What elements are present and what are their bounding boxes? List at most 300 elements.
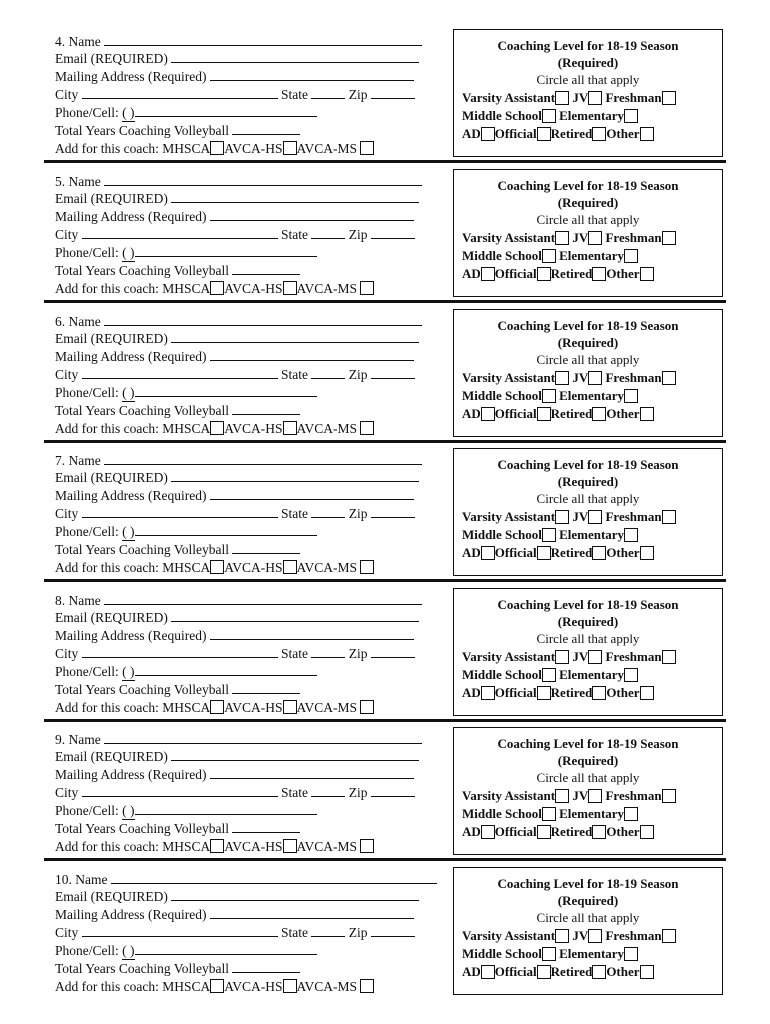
retired-checkbox[interactable] (592, 407, 606, 421)
mailing-address-field[interactable] (210, 208, 414, 221)
ad-checkbox[interactable] (481, 267, 495, 281)
entry-number: 8. (55, 593, 66, 608)
middle-school-label: Middle School (462, 667, 542, 683)
jv-checkbox[interactable] (588, 929, 602, 943)
elementary-label: Elementary (559, 248, 625, 264)
avca-hs-checkbox[interactable] (283, 979, 297, 993)
mhsca-checkbox[interactable] (210, 421, 224, 435)
avca-hs-checkbox[interactable] (283, 700, 297, 714)
state-field[interactable] (311, 366, 345, 379)
other-checkbox[interactable] (640, 127, 654, 141)
city-field[interactable] (82, 505, 278, 518)
phone-label: Phone/Cell: (55, 245, 119, 260)
jv-label: JV (572, 649, 589, 665)
zip-field[interactable] (371, 366, 415, 379)
years-field[interactable] (232, 122, 300, 135)
elementary-checkbox[interactable] (624, 528, 638, 542)
other-label: Other (606, 406, 640, 422)
official-label: Official (494, 545, 537, 561)
email-field[interactable] (171, 50, 419, 63)
state-field[interactable] (311, 226, 345, 239)
city-line (55, 924, 415, 941)
retired-label: Retired (550, 126, 593, 142)
level-row-2 (462, 247, 638, 264)
level-row-1 (462, 648, 676, 665)
elementary-checkbox[interactable] (624, 807, 638, 821)
middle-school-checkbox[interactable] (542, 109, 556, 123)
mailing-line (55, 766, 414, 783)
years-field[interactable] (232, 820, 300, 833)
level-row-1 (462, 508, 676, 525)
jv-label: JV (572, 370, 589, 386)
name-field[interactable] (104, 33, 422, 46)
state-field[interactable] (311, 784, 345, 797)
years-line (55, 541, 300, 558)
state-label: State (281, 646, 309, 661)
city-label: City (55, 87, 79, 102)
middle-school-checkbox[interactable] (542, 528, 556, 542)
avca-ms-checkbox[interactable] (360, 979, 374, 993)
phone-area-code[interactable]: ( ) (122, 245, 135, 260)
coaching-level-title: Coaching Level for 18-19 Season (497, 457, 679, 472)
mailing-label: Mailing Address (Required) (55, 209, 207, 224)
city-line (55, 645, 415, 662)
name-field[interactable] (104, 313, 422, 326)
city-field[interactable] (82, 366, 278, 379)
name-field[interactable] (104, 592, 422, 605)
mailing-address-field[interactable] (210, 348, 414, 361)
city-field[interactable] (82, 226, 278, 239)
mailing-address-field[interactable] (210, 487, 414, 500)
level-row-2 (462, 107, 638, 124)
official-checkbox[interactable] (537, 825, 551, 839)
years-line (55, 681, 300, 698)
level-row-3 (462, 405, 654, 422)
middle-school-label: Middle School (462, 946, 542, 962)
retired-label: Retired (550, 545, 593, 561)
ad-checkbox[interactable] (481, 965, 495, 979)
varsity-assistant-checkbox[interactable] (555, 371, 569, 385)
mailing-line (55, 906, 414, 923)
official-checkbox[interactable] (537, 965, 551, 979)
jv-checkbox[interactable] (588, 231, 602, 245)
phone-field[interactable] (135, 244, 317, 257)
years-field[interactable] (232, 681, 300, 694)
email-field[interactable] (171, 888, 419, 901)
years-field[interactable] (232, 402, 300, 415)
other-checkbox[interactable] (640, 825, 654, 839)
ad-checkbox[interactable] (481, 686, 495, 700)
other-label: Other (606, 545, 640, 561)
freshman-label: Freshman (605, 509, 662, 525)
official-checkbox[interactable] (537, 407, 551, 421)
freshman-checkbox[interactable] (662, 789, 676, 803)
varsity-assistant-label: Varsity Assistant (462, 90, 556, 106)
official-label: Official (494, 406, 537, 422)
jv-checkbox[interactable] (588, 371, 602, 385)
phone-area-code[interactable]: ( ) (122, 385, 135, 400)
elementary-checkbox[interactable] (624, 109, 638, 123)
name-field[interactable] (104, 173, 422, 186)
name-line (55, 452, 422, 469)
avca-hs-label: AVCA-HS (224, 839, 283, 854)
mailing-label: Mailing Address (Required) (55, 488, 207, 503)
city-line (55, 86, 415, 103)
coaching-level-required: (Required) (557, 474, 619, 489)
elementary-checkbox[interactable] (624, 249, 638, 263)
state-label: State (281, 785, 309, 800)
mailing-address-field[interactable] (210, 906, 414, 919)
add-for-label: Add for this coach: (55, 839, 159, 854)
other-label: Other (606, 685, 640, 701)
official-label: Official (494, 964, 537, 980)
coaching-level-box (453, 169, 723, 297)
name-line (55, 731, 422, 748)
state-field[interactable] (311, 86, 345, 99)
jv-checkbox[interactable] (588, 650, 602, 664)
level-row-3 (462, 125, 654, 142)
name-label: Name (75, 872, 108, 887)
years-line (55, 262, 300, 279)
zip-field[interactable] (371, 86, 415, 99)
circle-instruction: Circle all that apply (536, 352, 640, 367)
avca-ms-label: AVCA-MS (296, 281, 358, 296)
state-field[interactable] (311, 645, 345, 658)
avca-hs-label: AVCA-HS (224, 700, 283, 715)
mailing-label: Mailing Address (Required) (55, 349, 207, 364)
phone-area-code[interactable]: ( ) (122, 803, 135, 818)
membership-line (55, 699, 374, 716)
name-line (55, 313, 422, 330)
email-field[interactable] (171, 469, 419, 482)
avca-ms-checkbox[interactable] (360, 839, 374, 853)
avca-ms-label: AVCA-MS (296, 141, 358, 156)
other-checkbox[interactable] (640, 965, 654, 979)
city-field[interactable] (82, 86, 278, 99)
email-field[interactable] (171, 190, 419, 203)
zip-label: Zip (348, 227, 368, 242)
mailing-address-field[interactable] (210, 766, 414, 779)
other-checkbox[interactable] (640, 267, 654, 281)
phone-field[interactable] (135, 523, 317, 536)
varsity-assistant-checkbox[interactable] (555, 91, 569, 105)
level-row-3 (462, 684, 654, 701)
varsity-assistant-checkbox[interactable] (555, 510, 569, 524)
freshman-checkbox[interactable] (662, 929, 676, 943)
phone-field[interactable] (135, 104, 317, 117)
coach-entry (44, 592, 726, 732)
phone-line (55, 523, 317, 540)
avca-hs-checkbox[interactable] (283, 421, 297, 435)
phone-field[interactable] (135, 663, 317, 676)
official-label: Official (494, 824, 537, 840)
freshman-checkbox[interactable] (662, 231, 676, 245)
elementary-checkbox[interactable] (624, 389, 638, 403)
state-label: State (281, 367, 309, 382)
years-label: Total Years Coaching Volleyball (55, 263, 230, 278)
phone-area-code[interactable]: ( ) (122, 105, 135, 120)
jv-checkbox[interactable] (588, 789, 602, 803)
retired-checkbox[interactable] (592, 686, 606, 700)
phone-field[interactable] (135, 384, 317, 397)
varsity-assistant-checkbox[interactable] (555, 929, 569, 943)
jv-label: JV (572, 230, 589, 246)
middle-school-checkbox[interactable] (542, 947, 556, 961)
phone-area-code[interactable]: ( ) (122, 524, 135, 539)
ad-label: AD (462, 824, 481, 840)
level-row-2 (462, 666, 638, 683)
city-label: City (55, 646, 79, 661)
elementary-checkbox[interactable] (624, 668, 638, 682)
varsity-assistant-label: Varsity Assistant (462, 788, 556, 804)
zip-field[interactable] (371, 924, 415, 937)
mailing-line (55, 208, 414, 225)
city-label: City (55, 925, 79, 940)
email-label: Email (REQUIRED) (55, 470, 168, 485)
coaching-level-required: (Required) (557, 195, 619, 210)
city-field[interactable] (82, 645, 278, 658)
official-checkbox[interactable] (537, 686, 551, 700)
freshman-label: Freshman (605, 90, 662, 106)
years-line (55, 960, 300, 977)
mhsca-label: MHSCA (162, 141, 211, 156)
level-row-2 (462, 526, 638, 543)
mhsca-label: MHSCA (162, 560, 211, 575)
mailing-address-field[interactable] (210, 627, 414, 640)
level-row-3 (462, 544, 654, 561)
freshman-label: Freshman (605, 370, 662, 386)
freshman-label: Freshman (605, 649, 662, 665)
phone-field[interactable] (135, 802, 317, 815)
coaching-level-title: Coaching Level for 18-19 Season (497, 597, 679, 612)
phone-area-code[interactable]: ( ) (122, 943, 135, 958)
ad-checkbox[interactable] (481, 407, 495, 421)
circle-instruction: Circle all that apply (536, 910, 640, 925)
official-checkbox[interactable] (537, 267, 551, 281)
membership-line (55, 838, 374, 855)
freshman-checkbox[interactable] (662, 91, 676, 105)
retired-label: Retired (550, 964, 593, 980)
city-label: City (55, 785, 79, 800)
avca-hs-checkbox[interactable] (283, 560, 297, 574)
mhsca-checkbox[interactable] (210, 700, 224, 714)
jv-checkbox[interactable] (588, 510, 602, 524)
mailing-address-field[interactable] (210, 68, 414, 81)
coach-entry (44, 871, 726, 1011)
avca-hs-label: AVCA-HS (224, 979, 283, 994)
jv-label: JV (572, 90, 589, 106)
ad-label: AD (462, 126, 481, 142)
phone-line (55, 384, 317, 401)
mailing-label: Mailing Address (Required) (55, 69, 207, 84)
years-label: Total Years Coaching Volleyball (55, 821, 230, 836)
middle-school-checkbox[interactable] (542, 389, 556, 403)
ad-checkbox[interactable] (481, 546, 495, 560)
name-field[interactable] (104, 731, 422, 744)
phone-label: Phone/Cell: (55, 385, 119, 400)
coach-entry (44, 731, 726, 871)
other-label: Other (606, 266, 640, 282)
zip-field[interactable] (371, 505, 415, 518)
middle-school-label: Middle School (462, 806, 542, 822)
freshman-checkbox[interactable] (662, 371, 676, 385)
name-line (55, 173, 422, 190)
email-label: Email (REQUIRED) (55, 889, 168, 904)
other-label: Other (606, 824, 640, 840)
phone-line (55, 942, 317, 959)
membership-line (55, 559, 374, 576)
level-row-2 (462, 387, 638, 404)
freshman-checkbox[interactable] (662, 650, 676, 664)
entry-number: 6. (55, 314, 66, 329)
jv-checkbox[interactable] (588, 91, 602, 105)
years-field[interactable] (232, 960, 300, 973)
varsity-assistant-checkbox[interactable] (555, 231, 569, 245)
middle-school-label: Middle School (462, 388, 542, 404)
zip-label: Zip (348, 925, 368, 940)
mhsca-checkbox[interactable] (210, 560, 224, 574)
other-checkbox[interactable] (640, 546, 654, 560)
name-line (55, 592, 422, 609)
retired-checkbox[interactable] (592, 965, 606, 979)
years-label: Total Years Coaching Volleyball (55, 542, 230, 557)
level-row-3 (462, 963, 654, 980)
avca-ms-label: AVCA-MS (296, 700, 358, 715)
state-field[interactable] (311, 505, 345, 518)
city-label: City (55, 227, 79, 242)
circle-instruction: Circle all that apply (536, 491, 640, 506)
phone-field[interactable] (135, 942, 317, 955)
mailing-label: Mailing Address (Required) (55, 767, 207, 782)
coaching-level-required: (Required) (557, 614, 619, 629)
avca-ms-label: AVCA-MS (296, 839, 358, 854)
level-row-2 (462, 945, 638, 962)
name-field[interactable] (111, 871, 437, 884)
freshman-label: Freshman (605, 230, 662, 246)
years-label: Total Years Coaching Volleyball (55, 403, 230, 418)
add-for-label: Add for this coach: (55, 560, 159, 575)
coaching-level-box (453, 867, 723, 995)
phone-area-code[interactable]: ( ) (122, 664, 135, 679)
avca-hs-label: AVCA-HS (224, 560, 283, 575)
state-field[interactable] (311, 924, 345, 937)
level-row-1 (462, 927, 676, 944)
phone-line (55, 663, 317, 680)
name-field[interactable] (104, 452, 422, 465)
varsity-assistant-checkbox[interactable] (555, 650, 569, 664)
email-line (55, 469, 419, 486)
name-label: Name (68, 732, 101, 747)
zip-field[interactable] (371, 784, 415, 797)
state-label: State (281, 506, 309, 521)
mhsca-label: MHSCA (162, 979, 211, 994)
mhsca-label: MHSCA (162, 839, 211, 854)
retired-label: Retired (550, 266, 593, 282)
phone-label: Phone/Cell: (55, 664, 119, 679)
middle-school-checkbox[interactable] (542, 668, 556, 682)
other-checkbox[interactable] (640, 686, 654, 700)
middle-school-label: Middle School (462, 108, 542, 124)
varsity-assistant-label: Varsity Assistant (462, 509, 556, 525)
ad-checkbox[interactable] (481, 127, 495, 141)
coaching-level-title: Coaching Level for 18-19 Season (497, 876, 679, 891)
avca-hs-checkbox[interactable] (283, 141, 297, 155)
name-label: Name (68, 453, 101, 468)
email-field[interactable] (171, 609, 419, 622)
middle-school-checkbox[interactable] (542, 807, 556, 821)
official-checkbox[interactable] (537, 127, 551, 141)
official-checkbox[interactable] (537, 546, 551, 560)
retired-label: Retired (550, 406, 593, 422)
email-field[interactable] (171, 330, 419, 343)
freshman-checkbox[interactable] (662, 510, 676, 524)
email-line (55, 888, 419, 905)
avca-hs-checkbox[interactable] (283, 839, 297, 853)
city-line (55, 366, 415, 383)
avca-ms-checkbox[interactable] (360, 560, 374, 574)
other-checkbox[interactable] (640, 407, 654, 421)
mhsca-checkbox[interactable] (210, 141, 224, 155)
avca-ms-checkbox[interactable] (360, 141, 374, 155)
retired-checkbox[interactable] (592, 267, 606, 281)
years-field[interactable] (232, 262, 300, 275)
mhsca-checkbox[interactable] (210, 281, 224, 295)
mhsca-label: MHSCA (162, 700, 211, 715)
coaching-level-title: Coaching Level for 18-19 Season (497, 178, 679, 193)
city-field[interactable] (82, 924, 278, 937)
years-label: Total Years Coaching Volleyball (55, 123, 230, 138)
city-field[interactable] (82, 784, 278, 797)
email-line (55, 50, 419, 67)
retired-checkbox[interactable] (592, 825, 606, 839)
varsity-assistant-checkbox[interactable] (555, 789, 569, 803)
email-label: Email (REQUIRED) (55, 331, 168, 346)
retired-checkbox[interactable] (592, 546, 606, 560)
mailing-line (55, 487, 414, 504)
email-label: Email (REQUIRED) (55, 51, 168, 66)
email-field[interactable] (171, 748, 419, 761)
coach-entry (44, 173, 726, 313)
years-field[interactable] (232, 541, 300, 554)
coaching-level-box (453, 29, 723, 157)
add-for-label: Add for this coach: (55, 979, 159, 994)
elementary-label: Elementary (559, 667, 625, 683)
middle-school-checkbox[interactable] (542, 249, 556, 263)
coaching-level-required: (Required) (557, 753, 619, 768)
retired-checkbox[interactable] (592, 127, 606, 141)
name-label: Name (68, 34, 101, 49)
coaching-level-title: Coaching Level for 18-19 Season (497, 318, 679, 333)
mhsca-checkbox[interactable] (210, 979, 224, 993)
avca-ms-checkbox[interactable] (360, 421, 374, 435)
membership-line (55, 140, 374, 157)
avca-ms-checkbox[interactable] (360, 700, 374, 714)
mhsca-checkbox[interactable] (210, 839, 224, 853)
avca-ms-checkbox[interactable] (360, 281, 374, 295)
avca-hs-checkbox[interactable] (283, 281, 297, 295)
varsity-assistant-label: Varsity Assistant (462, 370, 556, 386)
ad-checkbox[interactable] (481, 825, 495, 839)
coaching-level-box (453, 309, 723, 437)
zip-field[interactable] (371, 226, 415, 239)
add-for-label: Add for this coach: (55, 700, 159, 715)
zip-field[interactable] (371, 645, 415, 658)
email-line (55, 748, 419, 765)
city-line (55, 505, 415, 522)
elementary-checkbox[interactable] (624, 947, 638, 961)
jv-label: JV (572, 509, 589, 525)
avca-ms-label: AVCA-MS (296, 421, 358, 436)
